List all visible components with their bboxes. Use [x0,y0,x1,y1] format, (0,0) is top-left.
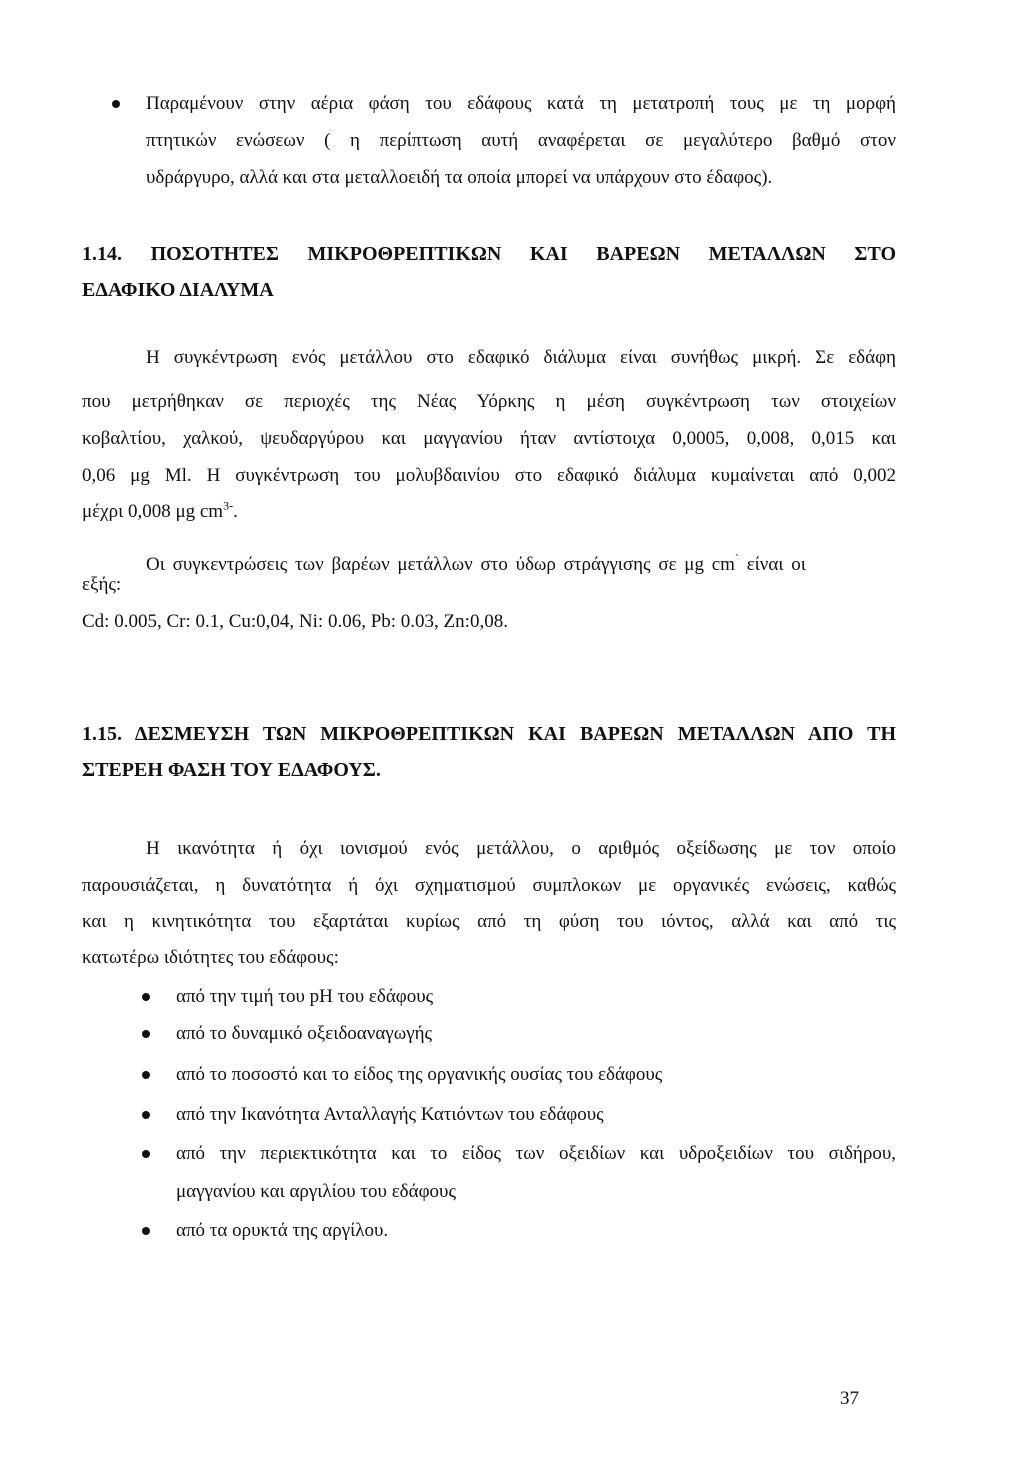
bullet-marker [142,1227,150,1235]
paragraph-line: 0,06 μg Ml. Η συγκέντρωση του μολυβδαινίου στο εδαφικό διάλυμα κυμαίνεται από 0,002 [82,465,896,486]
page-number: 37 [840,1388,859,1409]
paragraph-line: παρουσιάζεται, η δυνατότητα ή όχι σχηματισμού συμπλοκων με οργανικές ενώσεις, καθώς [82,875,896,896]
superscript: 3- [223,498,234,513]
paragraph-line: κατωτέρω ιδιότητες του εδάφους: [82,947,339,968]
bullet-marker [112,100,120,108]
superscript: ` [734,551,739,566]
section-heading-1-15: 1.15. ΔΕΣΜΕΥΣΗ ΤΩΝ ΜΙΚΡΟΘΡΕΠΤΙΚΩΝ ΚΑΙ ΒΑΡΕΩΝ ΜΕΤΑΛΛΩΝ ΑΠΟ ΤΗ [82,723,896,745]
paragraph-line [146,553,896,577]
section-heading-1-14-cont: ΕΔΑΦΙΚΟ ΔΙΑΛΥΜΑ [82,279,274,301]
section-heading-1-15-cont: ΣΤΕΡΕΗ ΦΑΣΗ ΤΟΥ ΕΔΑΦΟΥΣ. [82,759,381,781]
paragraph-line: Cd: 0.005, Cr: 0.1, Cu:0,04, Ni: 0.06, Pb: 0.03, Zn:0,08. [82,611,508,632]
paragraph-line: Η συγκέντρωση ενός μετάλλου στο εδαφικό διάλυμα είναι συνήθως μικρή. Σε εδάφη [146,347,896,368]
line-text: μέχρι 0,008 μg cm [82,501,224,522]
line-text: . [233,501,238,522]
list-item: από τα ορυκτά της αργίλου. [176,1220,389,1241]
list-item-cont: μαγγανίου και αργιλίου του εδάφους [176,1181,456,1202]
paragraph-line [82,500,238,524]
line-text: είναι οι [738,554,806,575]
bullet-marker [142,1030,150,1038]
paragraph-line: πτητικών ενώσεων ( η περίπτωση αυτή αναφέρεται σε μεγαλύτερο βαθμό στον [146,130,896,151]
paragraph-line: Παραμένουν στην αέρια φάση του εδάφους κατά τη μετατροπή τους με τη μορφή [146,93,896,114]
list-item: από την Ικανότητα Ανταλλαγής Κατιόντων του εδάφους [176,1104,604,1125]
bullet-marker [142,1150,150,1158]
bullet-marker [142,1111,150,1119]
paragraph-line: Η ικανότητα ή όχι ιονισμού ενός μετάλλου, ο αριθμός οξείδωσης με τον οποίο [146,838,896,859]
paragraph-line: και η κινητικότητα του εξαρτάται κυρίως από τη φύση του ιόντος, αλλά και από τις [82,911,896,932]
paragraph-line: που μετρήθηκαν σε περιοχές της Νέας Υόρκης η μέση συγκέντρωση των στοιχείων [82,391,896,412]
list-item: από την περιεκτικότητα και το είδος των οξειδίων και υδροξειδίων του σιδήρου, [176,1143,896,1164]
bullet-marker [142,993,150,1001]
section-heading-1-14: 1.14. ΠΟΣΟΤΗΤΕΣ ΜΙΚΡΟΘΡΕΠΤΙΚΩΝ ΚΑΙ ΒΑΡΕΩΝ ΜΕΤΑΛΛΩΝ ΣΤΟ [82,243,896,265]
list-item: από την τιμή του pH του εδάφους [176,986,434,1007]
paragraph-line: κοβαλτίου, χαλκού, ψευδαργύρου και μαγγανίου ήταν αντίστοιχα 0,0005, 0,008, 0,015 και [82,428,896,449]
paragraph-line: υδράργυρο, αλλά και στα μεταλλοειδή τα οποία μπορεί να υπάρχουν στο έδαφος). [146,167,773,188]
list-item: από το ποσοστό και το είδος της οργανικής ουσίας του εδάφους [176,1064,663,1085]
paragraph-line: εξής: [82,574,122,595]
line-text: Οι συγκεντρώσεις των βαρέων μετάλλων στο ύδωρ στράγγισης σε μg cm [146,554,735,575]
bullet-marker [142,1071,150,1079]
list-item: από το δυναμικό οξειδοαναγωγής [176,1023,433,1044]
